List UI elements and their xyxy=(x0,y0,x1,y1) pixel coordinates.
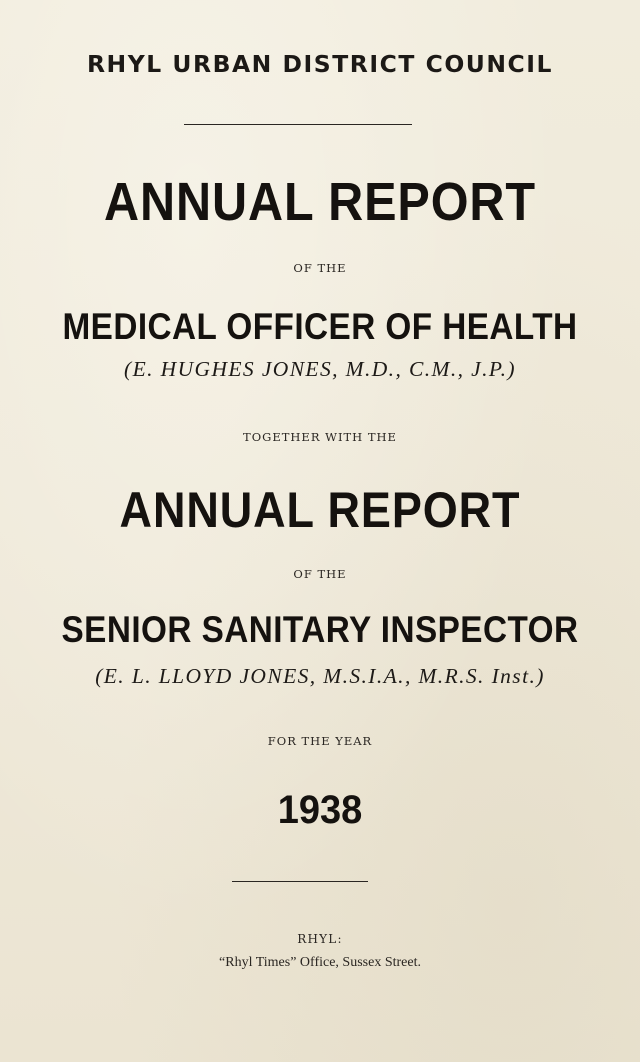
imprint-place: RHYL: xyxy=(297,932,343,946)
report-title-2: ANNUAL REPORT xyxy=(119,482,521,538)
report-title-1: ANNUAL REPORT xyxy=(103,172,537,232)
for-the-year: FOR THE YEAR xyxy=(267,734,373,748)
of-the-2: OF THE xyxy=(293,567,347,581)
together-with: TOGETHER WITH THE xyxy=(243,430,397,444)
bottom-divider xyxy=(232,881,368,882)
council-name: RHYL URBAN DISTRICT COUNCIL xyxy=(86,52,554,78)
officer-name-2: (E. L. LLOYD JONES, M.S.I.A., M.R.S. Inst.) xyxy=(95,664,545,688)
office-title-2: SENIOR SANITARY INSPECTOR xyxy=(61,609,579,650)
of-the-1: OF THE xyxy=(293,261,347,275)
top-divider xyxy=(184,124,412,125)
office-title-1: MEDICAL OFFICER OF HEALTH xyxy=(62,306,578,347)
officer-name-1: (E. HUGHES JONES, M.D., C.M., J.P.) xyxy=(124,357,516,381)
imprint-printer: “Rhyl Times” Office, Sussex Street. xyxy=(219,955,421,970)
report-year: 1938 xyxy=(277,788,363,832)
